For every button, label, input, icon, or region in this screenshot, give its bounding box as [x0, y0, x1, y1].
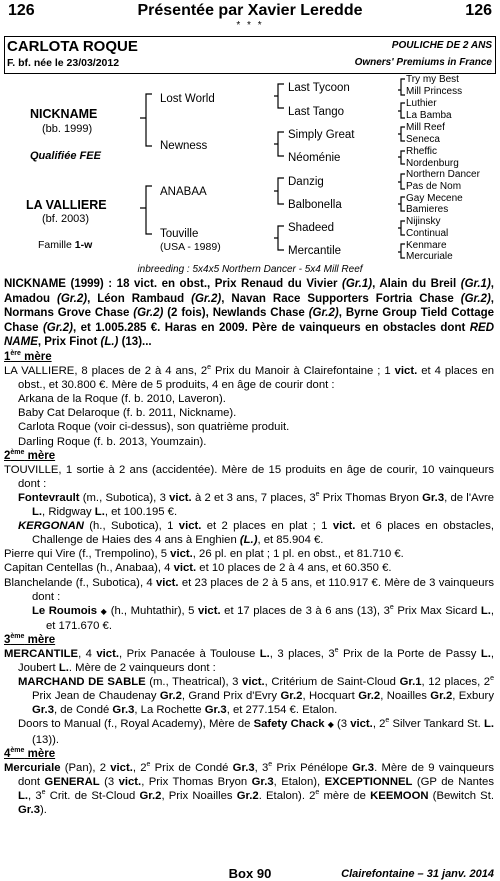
g3-item: Mill Reef [406, 122, 445, 133]
diamond-icon: ◆ [100, 606, 108, 616]
g3-item: Mercuriale [406, 251, 453, 262]
dam-record: LA VALLIERE, 8 places de 2 à 4 ans, 2e Prix du Manoir à Clairefontaine ; 1 vict. et 4 places en obst., et 30.800 €. Mère de 5 produits, 4 en âge de courir dont : [4, 364, 495, 392]
owners-premiums: Owners' Premiums in France [354, 57, 492, 68]
section-title: 2ème mère [4, 448, 56, 462]
g1-touville: Touville [160, 228, 199, 240]
list-item: Fontevrault (m., Subotica), 3 vict. à 2 et 3 ans, 7 places, 3e Prix Thomas Bryon Gr.3, de l'Avre L., Ridgway L., et 100.195 €. [18, 491, 494, 519]
g2-item: Néoménie [288, 152, 341, 164]
g2-item: Last Tango [288, 106, 345, 118]
lot-number-left: 126 [8, 2, 35, 19]
horse-description: F. bf. née le 23/03/2012 [7, 57, 120, 69]
g3-item: Seneca [406, 134, 440, 145]
section-4 [4, 747, 494, 817]
section-1 [4, 350, 494, 449]
family-sections [4, 350, 494, 817]
g3-item: Kenmare [406, 240, 447, 251]
g1-touville-info: (USA - 1989) [160, 241, 221, 253]
list-item: Doors to Manual (f., Royal Academy), Mère de Safety Chack ◆ (3 vict., 2e Silver Tankard St. L. (13)). [18, 717, 495, 746]
sire-paragraph: NICKNAME (1999) : 18 vict. en obst., Prix Renaud du Vivier (Gr.1), Alain du Breil (Gr.1), Amadou (Gr.2), Léon Rambaud (Gr.2), Navan Race Supporters Fortria Chase (Gr.2), Normans Grove Chase (Gr.2) (2 fois), Newlands Chase (Gr.2), Byrne Group Tield Cottage Chase (Gr.2), et 1.005.285 €. Haras en 2009. Père de vainqueurs en obstacles dont RED NAME, Prix Finot (L.) (13)... [4, 278, 495, 348]
g3-item: Bamieres [406, 204, 449, 215]
horse-type: POULICHE DE 2 ANS [391, 40, 492, 51]
g2-item: Last Tycoon [288, 82, 350, 94]
sire-name: NICKNAME [30, 107, 98, 121]
venue-date: Clairefontaine – 31 janv. 2014 [341, 868, 494, 880]
g1-lost-world: Lost World [160, 93, 215, 105]
list-item: Darling Roque (f. b. 2013, Youmzain). [18, 435, 207, 448]
dam-record: MERCANTILE, 4 vict., Prix Panacée à Toulouse L., 3 places, 3e Prix de la Porte de Passy L., Joubert L.. Mère de 2 vainqueurs dont : [4, 647, 494, 675]
g3-item: Nordenburg [406, 158, 459, 169]
g3-item: Northern Dancer [406, 169, 480, 180]
g3-item: Continual [406, 228, 449, 239]
list-item: MARCHAND DE SABLE (m., Theatrical), 3 vict., Critérium de Saint-Cloud Gr.1, 12 places, 2e Prix Jean de Chaudenay Gr.2, Grand Prix d'Evry Gr.2, Hocquart Gr.2, Noailles Gr.2, Exbury Gr.3, de Condé Gr.3, La Rochette Gr.3, et 277.154 €. Etalon. [18, 675, 494, 717]
header-stars: * * * [236, 20, 264, 31]
list-item: KERGONAN (h., Subotica), 1 vict. et 2 places en plat ; 1 vict. et 6 places en obstacles, Challenge de Haies des 4 ans à Enghien (L.), et 85.904 €. [18, 520, 494, 547]
sire-info: (bb. 1999) [42, 123, 93, 135]
g2-item: Mercantile [288, 245, 342, 257]
horse-box [4, 36, 496, 74]
dam-name: LA VALLIERE [26, 198, 107, 212]
g3-item: Rheffic [406, 146, 437, 157]
g3-item: Pas de Nom [406, 181, 462, 192]
g3-item: La Bamba [406, 110, 452, 121]
section-title: 4ème mère [4, 746, 56, 760]
page-title: Présentée par Xavier Leredde [137, 2, 363, 19]
g3-item: Try my Best [406, 74, 459, 85]
list-item: Blanchelande (f., Subotica), 4 vict. et 23 places de 2 à 5 ans, et 110.917 €. Mère de 3 vainqueurs dont : [4, 576, 494, 603]
list-item: Arkana de la Roque (f. b. 2010, Laveron). [18, 393, 226, 406]
dam-record: TOUVILLE, 1 sortie à 2 ans (accidentée). Mère de 15 produits en âge de courir, 10 vainqueurs dont : [4, 463, 494, 490]
list-item: Le Roumois ◆ (h., Muhtathir), 5 vict. et 17 places de 3 à 6 ans (13), 3e Prix Max Sicard L., et 171.670 €. [32, 603, 495, 632]
section-title: 1ère mère [4, 350, 52, 363]
box-number: Box 90 [228, 866, 272, 881]
g2-item: Simply Great [288, 129, 355, 141]
list-item: Carlota Roque (voir ci-dessus), son quatrième produit. [18, 421, 290, 434]
g3-item: Gay Mecene [406, 193, 463, 204]
sire-note: Qualifiée FEE [30, 150, 101, 162]
g2-item: Shadeed [288, 222, 335, 234]
g1-newness: Newness [160, 140, 208, 152]
section-3 [4, 633, 494, 747]
inbreeding-note: inbreeding : 5x4x5 Northern Dancer - 5x4 Mill Reef [137, 264, 363, 275]
g2-item: Danzig [288, 176, 324, 188]
section-2 [4, 449, 494, 633]
section-title: 3ème mère [4, 633, 56, 646]
dam-family: Famille 1-w [38, 239, 93, 251]
g2-item: Balbonella [288, 199, 342, 211]
lot-number-right: 126 [465, 2, 492, 19]
g3-item: Nijinsky [406, 216, 441, 227]
diamond-icon: ◆ [327, 720, 334, 730]
list-item: Capitan Centellas (h., Anabaa), 4 vict. et 10 places de 2 à 4 ans, et 60.350 €. [4, 562, 392, 575]
g3-item: Mill Princess [406, 86, 463, 97]
dam-info: (bf. 2003) [42, 213, 90, 225]
horse-name: CARLOTA ROQUE [7, 38, 138, 55]
list-item: Baby Cat Delaroque (f. b. 2011, Nickname). [18, 407, 237, 420]
dam-record: Mercuriale (Pan), 2 vict., 2e Prix de Condé Gr.3, 3e Prix Pénélope Gr.3. Mère de 9 vainqueurs dont GENERAL (3 vict., Prix Thomas Bryon Gr.3, Etalon), EXCEPTIONNEL (GP de Nantes L., 3e Crit. de St-Cloud Gr.2, Prix Noailles Gr.2. Etalon). 2e mère de KEEMOON (Bewitch St. Gr.3). [4, 760, 494, 816]
list-item: Pierre qui Vire (f., Trempolino), 5 vict., 26 pl. en plat ; 1 pl. en obst., et 81.710 €. [4, 548, 404, 561]
g1-anabaa: ANABAA [160, 186, 207, 198]
g3-item: Luthier [406, 98, 437, 109]
